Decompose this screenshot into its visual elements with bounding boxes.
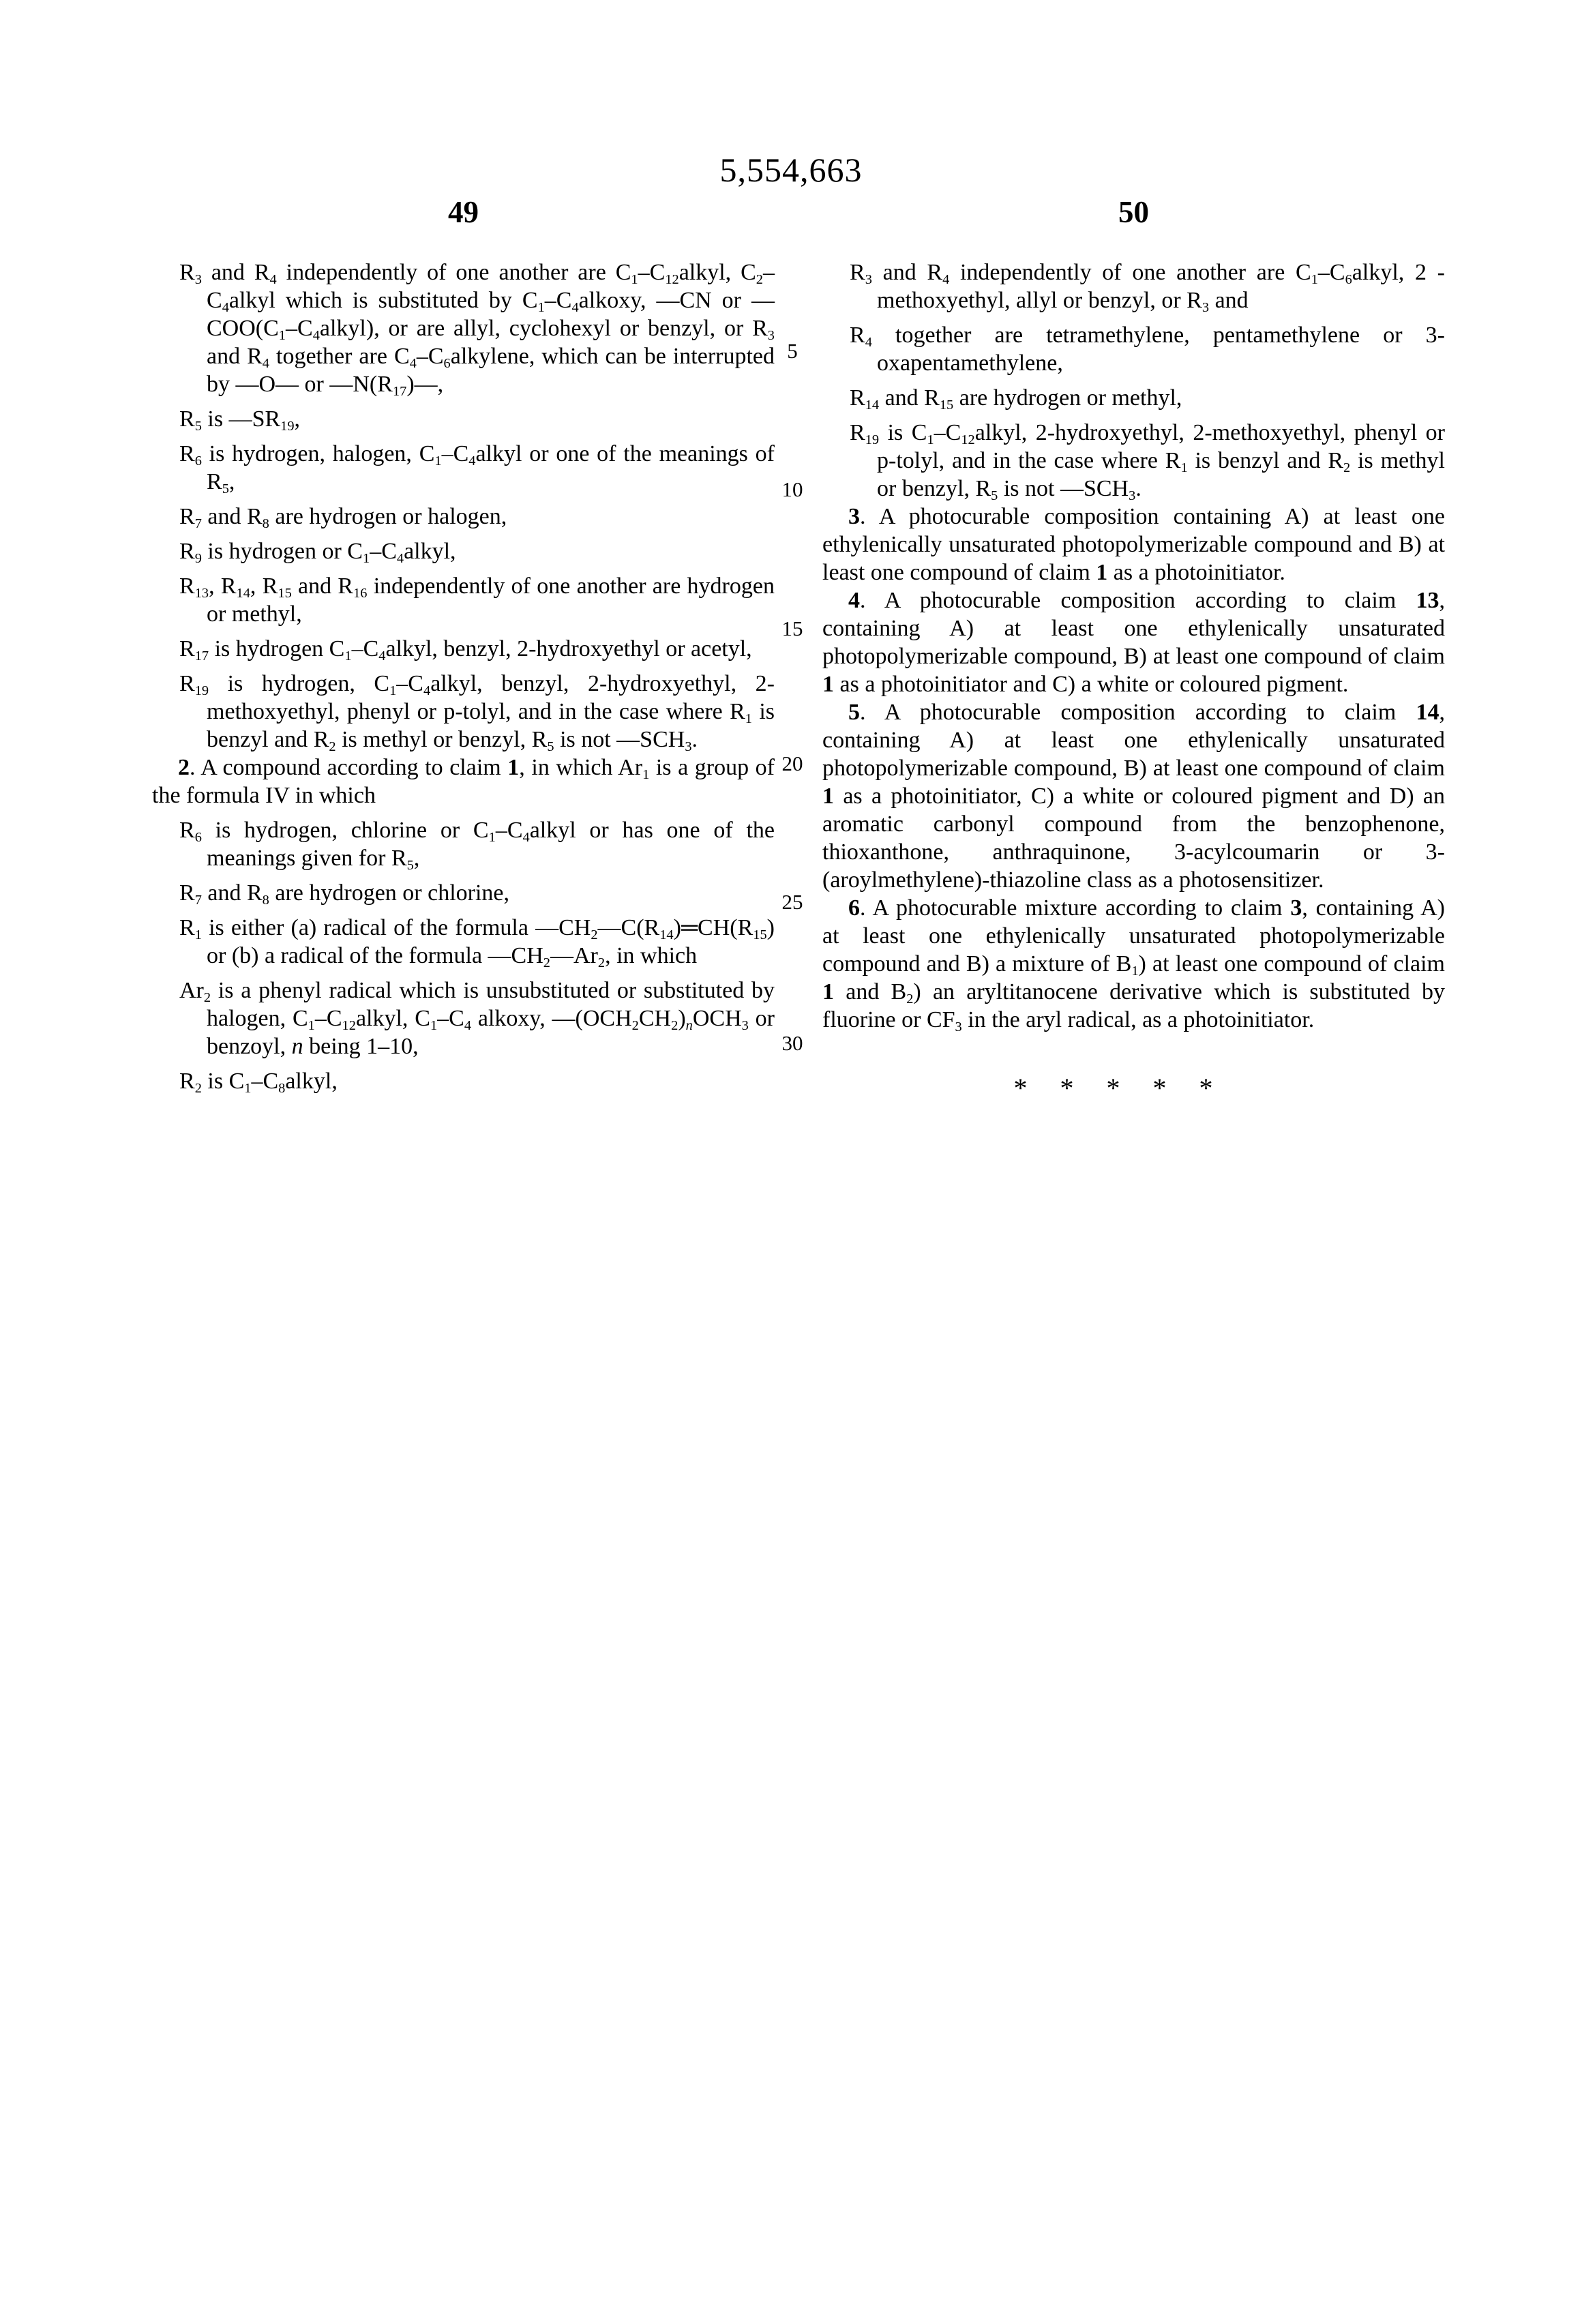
line-number-25: 25 xyxy=(781,890,803,914)
line-number-5: 5 xyxy=(787,339,798,363)
definition-clause: $R_3$ and $R_4$ independently of one another are $C_1-C_{12}alkyl$, $C_2-C_4alkyl$ which is substituted by $C_1-C_4alkoxy$, —CN or $—COO(C_1-C_4alkyl)$, or are allyl, cyclohexyl or benzyl, or $R_3$ and $R_4$ together are $C_4-C_6alkylene$, which can be interrupted by —O— or $—N(R_{17})—$, xyxy=(179,260,775,400)
definition-clause: $R_{17}$ is hydrogen $C_1-C_4alkyl$, benzyl, 2-hydroxyethyl or acetyl, xyxy=(179,636,752,664)
claims-text-left xyxy=(152,258,775,1095)
definition-clause: $R_{19}$ is hydrogen, $C_1-C_4alkyl$, benzyl, 2-hydroxyethyl, 2-methoxyethyl, phenyl or p-tolyl, and in the case where $R_1$ is benzyl and $R_2$ is methyl or benzyl, $R_5$ is not $—SCH_3$. xyxy=(179,671,775,755)
page-number-left: 49 xyxy=(448,195,479,229)
claim-paragraph: 5. A photocurable composition according to claim 14, containing A) at least one ethylenically unsaturated photopolymerizable compound, B) at least one compound of claim 1 as a photoinitiator, C) a white or coloured pigment and D) an aromatic carbonyl compound from the benzophenone, thioxanthone, anthraquinone, 3-acylcoumarin or 3-(aroylmethylene)-thiazoline class as a photosensitizer. xyxy=(822,700,1445,893)
line-number-10: 10 xyxy=(781,477,803,501)
definition-clause: $R_6$ is hydrogen, chlorine or $C_1-C_4alkyl$ or has one of the meanings given for $R_5$, xyxy=(179,818,775,874)
definition-clause: $R_7$ and $R_8$ are hydrogen or chlorine, xyxy=(179,880,510,908)
definition-clause: $R_6$ is hydrogen, halogen, $C_1-C_4alkyl$ or one of the meanings of $R_5$, xyxy=(179,441,775,497)
claim-paragraph: 2. A compound according to claim 1, in which $Ar_1$ is a group of the formula IV in which xyxy=(152,755,775,808)
definition-clause: $R_4$ together are tetramethylene, pentamethylene or 3-oxapentamethylene, xyxy=(850,323,1445,376)
definition-clause: $R_7$ and $R_8$ are hydrogen or halogen, xyxy=(179,504,507,532)
definition-clause: $R_{14}$ and $R_{15}$ are hydrogen or methyl, xyxy=(850,385,1182,413)
claim-paragraph: 6. A photocurable mixture according to claim 3, containing A) at least one ethylenically unsaturated photopolymerizable compound and B) a mixture of $B_1$) at least one compound of claim 1 and $B_2$) an aryltitanocene derivative which is substituted by fluorine or $CF_3$ in the aryl radical, as a photoinitiator. xyxy=(822,895,1445,1035)
column-left xyxy=(152,194,775,1095)
line-number-30: 30 xyxy=(781,1031,803,1055)
definition-clause: $R_{19}$ is $C_1-C_{12}alkyl$, 2-hydroxyethyl, 2-methoxyethyl, phenyl or p-tolyl, and in the case where $R_1$ is benzyl and $R_2$ is methyl or benzyl, $R_5$ is not $—SCH_3$. xyxy=(850,420,1446,504)
claim-paragraph: 4. A photocurable composition according to claim 13, containing A) at least one ethylenically unsaturated photopolymerizable compound, B) at least one compound of claim 1 as a photoinitiator and C) a white or coloured pigment. xyxy=(822,588,1445,697)
definition-clause: $R_3$ and $R_4$ independently of one another are $C_1-C_6alkyl$, 2 -methoxyethyl, allyl or benzyl, or $R_3$ and xyxy=(850,260,1445,316)
asterisk-separator: * * * * * xyxy=(1013,1073,1213,1103)
line-number-15: 15 xyxy=(781,616,803,640)
definition-clause: $R_9$ is hydrogen or $C_1-C_4alkyl$, xyxy=(179,539,456,567)
definition-clause: $R_5$ is $—SR_{19}$, xyxy=(179,406,301,434)
line-number-20: 20 xyxy=(781,751,803,775)
definition-clause: $R_{13}$, $R_{14}$, $R_{15}$ and $R_{16}$ independently of one another are hydrogen or methyl, xyxy=(179,573,775,627)
column-right xyxy=(822,194,1445,1104)
page-number-right: 50 xyxy=(1118,195,1149,229)
definition-clause: $Ar_2$ is a phenyl radical which is unsubstituted or substituted by halogen, $C_1-C_{12}alkyl$, $C_1-C_4$ alkoxy, $—(OCH_2CH_2)_nOCH_3$ or benzoyl, n being 1–10, xyxy=(179,978,775,1059)
claims-text-right xyxy=(822,258,1445,1034)
definition-clause: $R_1$ is either (a) radical of the formula $—CH_2—C(R_{14})═CH(R_{15})$ or (b) a radical of the formula $—CH_2—Ar_2$, in which xyxy=(179,915,775,971)
definition-clause: $R_2$ is $C_1-C_8alkyl$, xyxy=(179,1069,338,1097)
patent-number: 5,554,663 xyxy=(719,151,863,189)
claim-paragraph: 3. A photocurable composition containing A) at least one ethylenically unsaturated photopolymerizable compound and B) at least one compound of claim 1 as a photoinitiator. xyxy=(822,504,1445,585)
